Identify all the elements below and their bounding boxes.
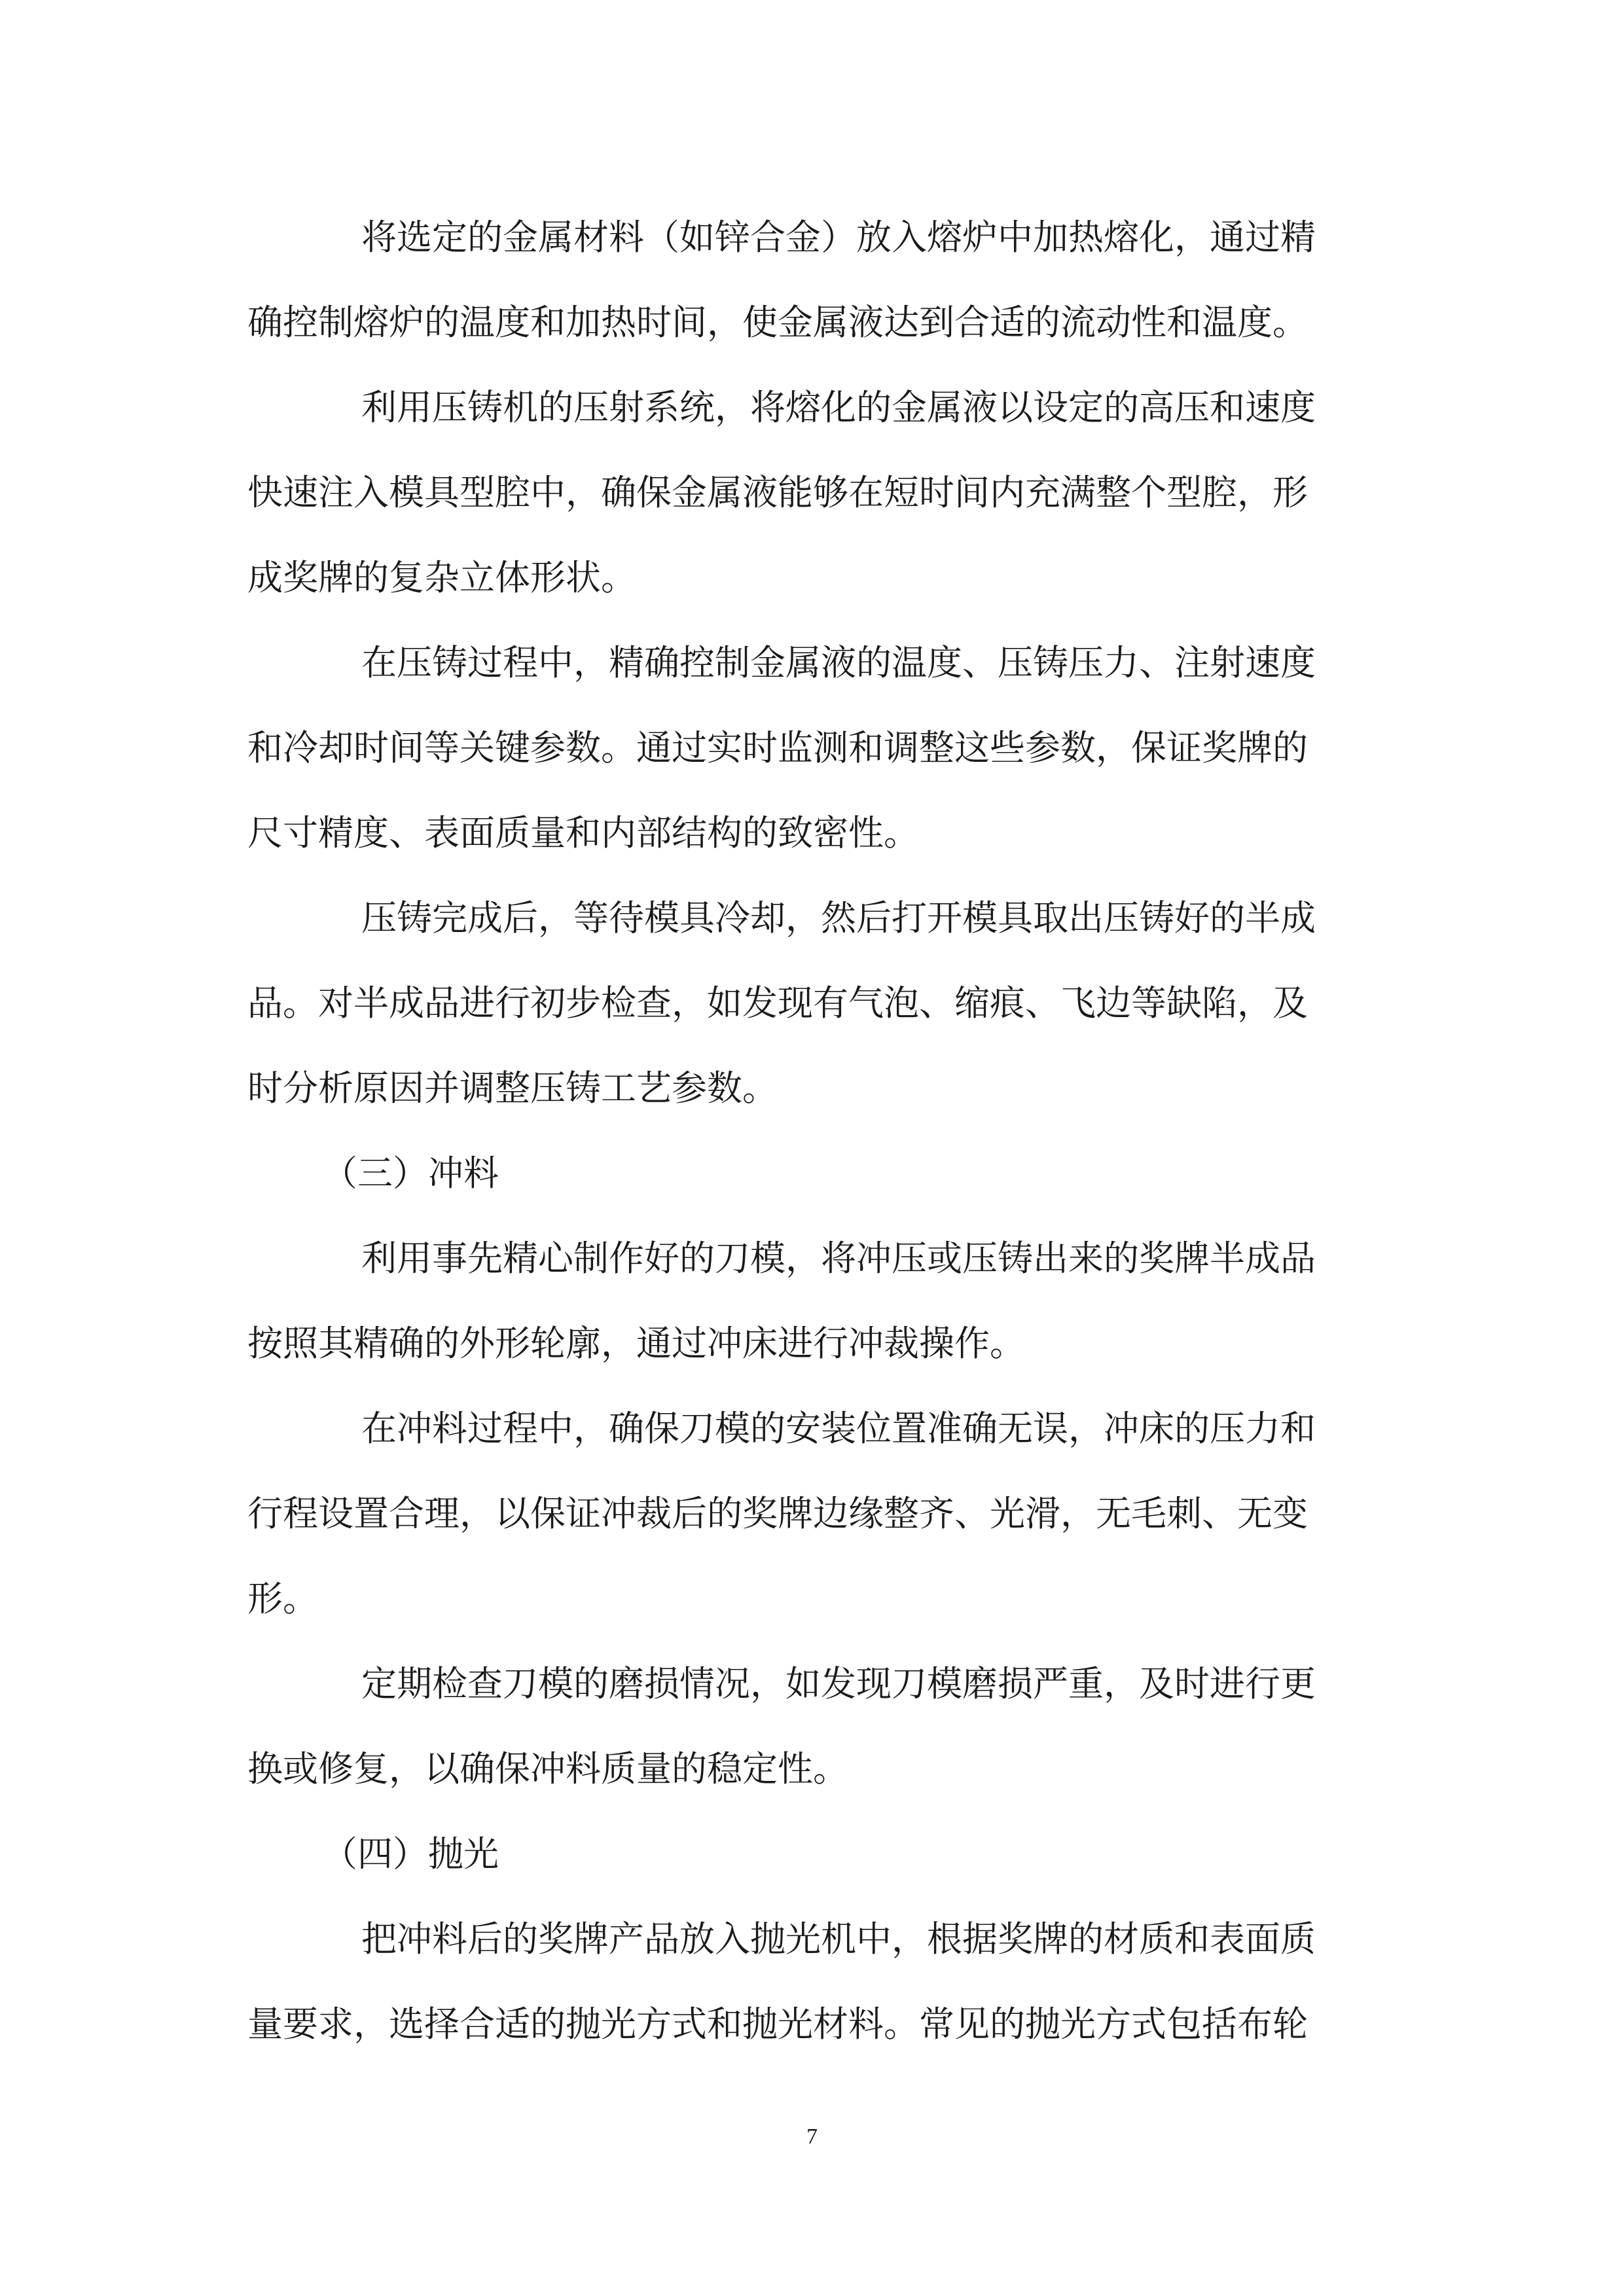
body-line: 成奖牌的复杂立体形状。 xyxy=(247,557,636,598)
body-line: 量要求，选择合适的抛光方式和抛光材料。常见的抛光方式包括布轮 xyxy=(247,2003,1308,2045)
body-line: 和冷却时间等关键参数。通过实时监测和调整这些参数，保证奖牌的 xyxy=(247,727,1308,768)
body-line: 形。 xyxy=(247,1578,318,1619)
body-line: 在压铸过程中，精确控制金属液的温度、压铸压力、注射速度 xyxy=(361,642,1316,683)
page-number: 7 xyxy=(806,2125,818,2149)
body-line: 快速注入模具型腔中，确保金属液能够在短时间内充满整个型腔，形 xyxy=(247,472,1308,513)
body-line: 确控制熔炉的温度和加热时间，使金属液达到合适的流动性和温度。 xyxy=(247,302,1308,343)
body-line: 利用事先精心制作好的刀模，将冲压或压铸出来的奖牌半成品 xyxy=(361,1238,1316,1279)
body-line: 换或修复，以确保冲料质量的稳定性。 xyxy=(247,1748,848,1789)
body-line: 品。对半成品进行初步检查，如发现有气泡、缩痕、飞边等缺陷，及 xyxy=(247,982,1308,1024)
body-line: 行程设置合理，以保证冲裁后的奖牌边缘整齐、光滑，无毛刺、无变 xyxy=(247,1493,1308,1534)
body-line: 定期检查刀模的磨损情况，如发现刀模磨损严重，及时进行更 xyxy=(361,1663,1316,1704)
section-heading: （三）冲料 xyxy=(322,1153,499,1194)
body-line: 利用压铸机的压射系统，将熔化的金属液以设定的高压和速度 xyxy=(361,387,1316,428)
body-line: 在冲料过程中，确保刀模的安装位置准确无误，冲床的压力和 xyxy=(361,1408,1316,1449)
body-line: 把冲料后的奖牌产品放入抛光机中，根据奖牌的材质和表面质 xyxy=(361,1918,1316,1960)
body-line: 压铸完成后，等待模具冷却，然后打开模具取出压铸好的半成 xyxy=(361,897,1316,939)
section-heading: （四）抛光 xyxy=(322,1833,499,1874)
body-line: 将选定的金属材料（如锌合金）放入熔炉中加热熔化，通过精 xyxy=(361,217,1316,258)
body-line: 尺寸精度、表面质量和内部结构的致密性。 xyxy=(247,812,919,853)
body-line: 按照其精确的外形轮廓，通过冲床进行冲裁操作。 xyxy=(247,1323,1025,1364)
body-line: 时分析原因并调整压铸工艺参数。 xyxy=(247,1067,778,1109)
